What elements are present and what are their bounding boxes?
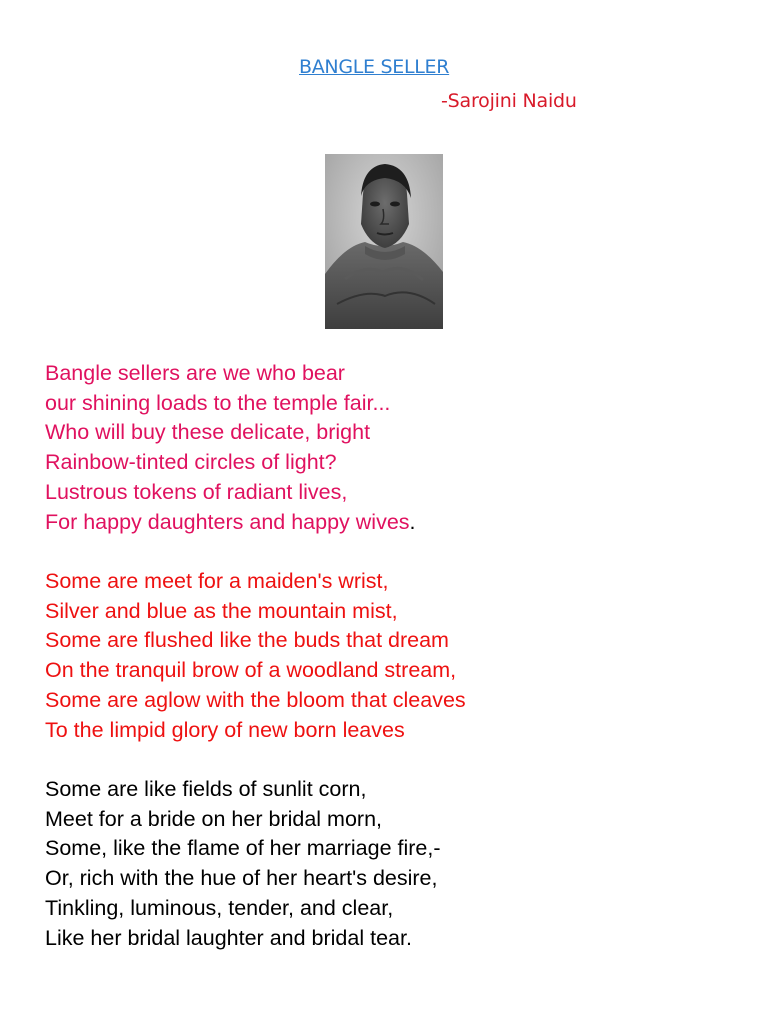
poem-line: Lustrous tokens of radiant lives, [45,479,348,504]
stanza-3 [45,775,441,953]
poem-author: -Sarojini Naidu [441,90,577,112]
poem-line-last [45,508,416,538]
poem-line: Some are like fields of sunlit corn, [45,777,367,801]
poem-line: To the limpid glory of new born leaves [45,717,405,742]
poem-line: Like her bridal laughter and bridal tear. [45,925,412,950]
poem-line: Some are meet for a maiden's wrist, [45,569,389,593]
line-end-period: . [409,509,416,534]
poem-line: Meet for a bride on her bridal morn, [45,806,382,831]
author-portrait [325,154,443,329]
poem-line: Some are aglow with the bloom that cleaves [45,687,466,712]
poem-line: our shining loads to the temple fair... [45,390,391,415]
poem-line: On the tranquil brow of a woodland stream, [45,658,457,683]
poem-line-text: For happy daughters and happy wives [45,509,410,534]
poem-line: Or, rich with the hue of her heart's desire, [45,866,438,891]
stanza-2 [45,567,466,745]
poem-line: Bangle sellers are we who bear [45,361,345,385]
stanza-1 [45,359,416,537]
poem-line: Some are flushed like the buds that dream [45,628,449,653]
poem-line: Some, like the flame of her marriage fire,- [45,836,441,861]
poem-title: BANGLE SELLER [299,56,450,78]
poem-line: Rainbow-tinted circles of light? [45,450,337,475]
poem-line: Who will buy these delicate, bright [45,420,371,445]
poem-line: Tinkling, luminous, tender, and clear, [45,895,394,920]
poem-line: Silver and blue as the mountain mist, [45,598,398,623]
